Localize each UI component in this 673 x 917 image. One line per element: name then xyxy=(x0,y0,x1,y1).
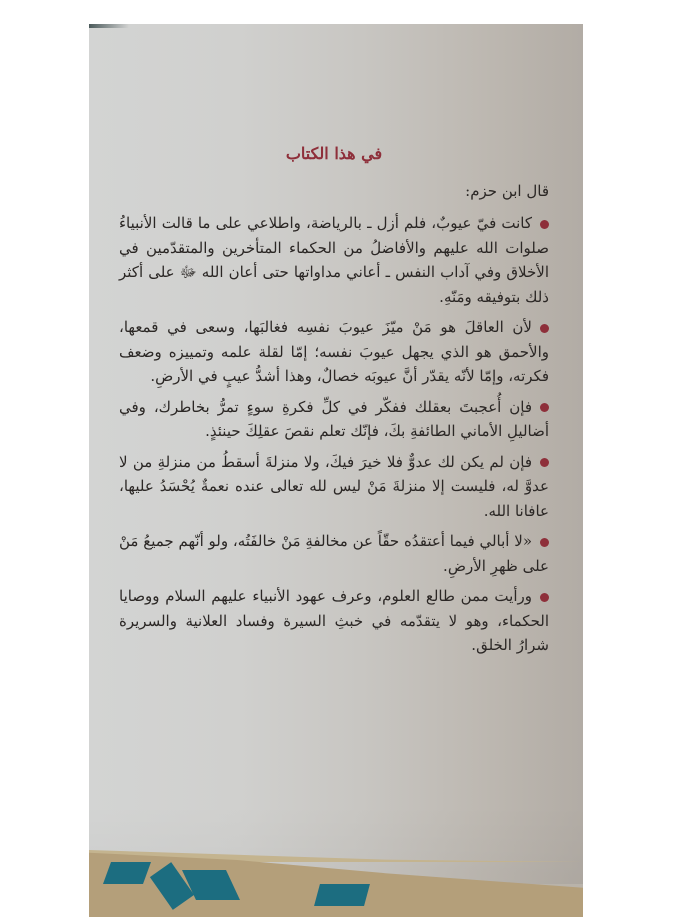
paragraph-text: لأن العاقلَ هو مَنْ ميّزَ عيوبَ نفسِه فغالبَها، وسعى في قمعها، والأحمق هو الذي يجهل عيوبَ نفسه؛ إمّا لقلة علمه وتمييزه وضعف فكرته، وإمّا لأنّه يقدّر أنَّ عيوبَه خصالٌ، وهذا أشدُّ عيبٍ في الأرضِ. xyxy=(119,318,549,385)
paragraph-text: كانت فيّ عيوبٌ، فلم أزل ـ بالرياضة، واطلاعي على ما قالت الأنبياءُ صلوات الله عليهم والأفاضلُ من الحكماء المتأخرين والمتقدّمين في الأخلاق وفي آداب النفس ـ أعاني مداواتها حتى أعان الله ﷻ على أكثر ذلك بتوفيقه ومَنّهِ. xyxy=(119,214,549,306)
paragraph xyxy=(119,584,549,658)
paragraph xyxy=(119,450,549,524)
paragraph xyxy=(119,529,549,578)
rug-pattern-shape xyxy=(314,884,370,906)
bullet-dot-icon xyxy=(540,324,549,333)
page-title: في هذا الكتاب xyxy=(285,144,383,163)
bullet-dot-icon xyxy=(540,538,549,547)
corner-shadow xyxy=(89,24,129,28)
paragraph xyxy=(119,315,549,389)
page-content xyxy=(119,142,549,664)
bullet-dot-icon xyxy=(540,593,549,602)
bullet-dot-icon xyxy=(540,458,549,467)
paragraph-text: ورأيت ممن طالع العلوم، وعرف عهود الأنبياء عليهم السلام ووصايا الحكماء، وهو لا يتقدّمه في خبثِ السيرة وفساد العلانية والسريرة شرارُ الخلق. xyxy=(119,587,549,654)
book-page-photo xyxy=(89,24,583,917)
paragraph-text: فإن لم يكن لك عدوٌّ فلا خيرَ فيكَ، ولا منزلةَ أسقطُ من منزلةِ من لا عدوَّ له، فليست إلا منزلةَ مَنْ ليس لله تعالى عنده نعمةٌ يُحْسَدُ عليها، عافانا الله. xyxy=(119,452,549,520)
book-page xyxy=(89,24,583,884)
intro-line: قال ابن حزم: xyxy=(465,181,549,200)
paragraph xyxy=(119,395,549,444)
paragraph-text: «لا أبالي فيما أعتقدُه حقّاً عن مخالفةِ مَنْ خالفَتُه، ولو أنّهم جميعُ مَنْ على ظهرِ الأرضِ. xyxy=(119,532,549,575)
paragraph-text: فإن أُعجبتَ بعقلك ففكّر في كلِّ فكرةِ سوءٍ تمرُّ بخاطرك، وفي أضاليلِ الأماني الطائفةِ بكَ، فإنّك تعلم نقصَ عقلِكَ حينئذٍ. xyxy=(119,397,549,440)
rug-pattern-shape xyxy=(103,862,151,884)
bullet-dot-icon xyxy=(540,220,549,229)
bullet-dot-icon xyxy=(540,403,549,412)
paragraph xyxy=(119,211,549,309)
